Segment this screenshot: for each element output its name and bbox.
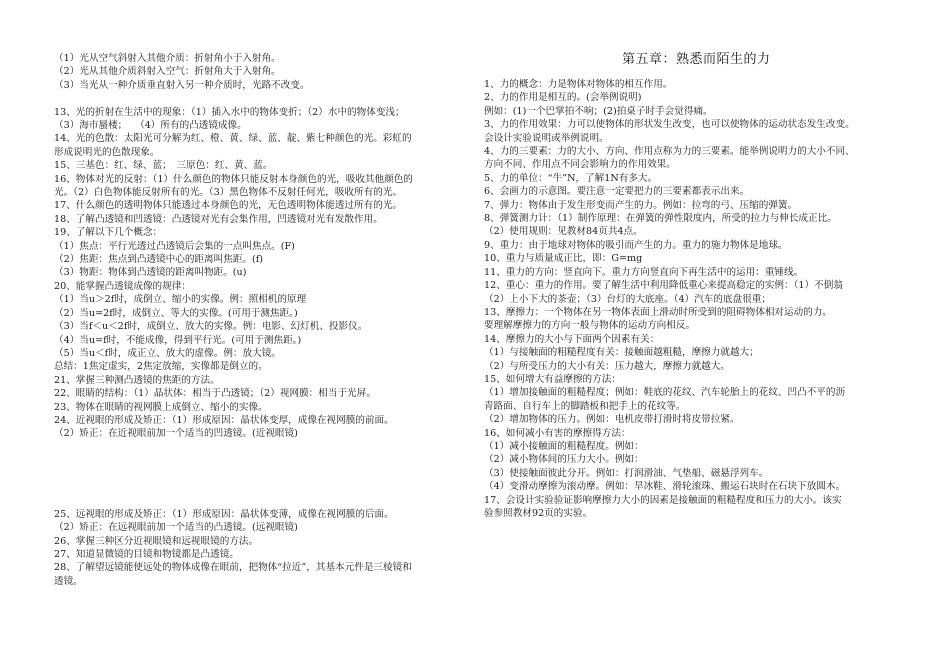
chapter-title: 第五章：熟悉而陌生的力 <box>622 52 771 67</box>
text-line: 17、会设计实验验证影响摩擦力大小的因素是接触面的粗糙程度和压力的大小。该实 <box>484 494 842 506</box>
text-line: 13、摩擦力：一个物体在另一物体表面上滑动时所受到的阻碍物体相对运动的力。 <box>484 306 832 318</box>
text-line: 16、如何减小有害的摩擦得方法： <box>484 427 631 439</box>
text-line: 6、会画力的示意图。要注意一定要把力的三要素都表示出来。 <box>484 186 750 198</box>
text-line: 13、光的折射在生活中的现象：（1）插入水中的物体变折；（2）水中的物体变浅； <box>54 106 405 118</box>
text-line: 14、光的色散：太阳光可分解为红、橙、黄、绿、蓝、靛、紫七种颜色的光。彩虹的 <box>54 133 412 145</box>
text-line: 15、三基色：红、绿、蓝； 三原色：红、黄、蓝。 <box>54 160 273 172</box>
text-line: 18、了解凸透镜和凹透镜：凸透镜对光有会集作用，凹透镜对光有发散作用。 <box>54 213 383 225</box>
text-line: （1）当u＞2f时，成倒立、缩小的实像。例：照相机的原理 <box>54 294 307 306</box>
text-line: 验参照教材92页的实验。 <box>484 508 593 519</box>
text-line: （2）当u=2f时，成倒立、等大的实像。(可用于测焦距。) <box>54 307 298 319</box>
text-line: （3）物距：物体到凸透镜的距离叫物距。(u) <box>54 267 247 279</box>
text-line: 形成说明光的色散现象。 <box>54 146 160 158</box>
text-line: （3）当光从一种介质垂直射入另一种介质时，光路不改变。 <box>54 79 310 91</box>
text-line: 要理解摩擦力的方向一般与物体的运动方向相反。 <box>484 320 696 332</box>
text-line: 14、摩擦力的大小与下面两个因素有关： <box>484 333 660 345</box>
text-line: （3）当f＜u＜2f时，成倒立、放大的实像。例：电影、幻灯机、投影仪。 <box>54 321 368 333</box>
text-line: 方向不同、作用点不同会影响力的作用效果。 <box>484 159 676 171</box>
text-line: 26、掌握三种区分近视眼镜和远视眼镜的方法。 <box>54 535 259 547</box>
text-line: 22、眼睛的结构：（1）晶状体：相当于凸透镜；（2）视网膜：相当于光屏。 <box>54 388 376 400</box>
text-line: 23、物体在眼睛的视网膜上成倒立、缩小的实像。 <box>54 401 268 413</box>
text-line: 8、弹簧测力计：（1）制作原理：在弹簧的弹性限度内，所受的拉力与伸长成正比。 <box>484 213 837 225</box>
text-line: （2）矫正：在远视眼前加一个适当的凸透镜。(远视眼镜) <box>54 522 298 534</box>
text-line: （1）减小接触面的粗糙程度。例如： <box>484 440 644 452</box>
text-line: （4）变滑动摩擦为滚动摩。例如：旱冰鞋、滑轮滚珠、搬运石块时在石块下放圆木。 <box>484 481 846 493</box>
text-line: 例如：(1)一个巴掌拍不响；(2)拍桌子时手会觉得痛。 <box>484 105 713 117</box>
text-line: 25、远视眼的形成及矫正：（1）形成原因：晶状体变薄，成像在视网膜的后面。 <box>54 508 394 520</box>
text-line: 17、什么颜色的透明物体只能透过本身颜色的光，无色透明物体能透过所有的光。 <box>54 200 402 212</box>
text-line: 28、了解望远镜能使远处的物体成像在眼前，把物体“拉近”，其基本元件是三棱镜和 <box>54 562 412 574</box>
text-line: （3）使接触面彼此分开。例如：打润滑油、气垫船、磁悬浮列车。 <box>484 467 769 479</box>
left-column <box>54 52 478 588</box>
text-line: 9、重力：由于地球对物体的吸引而产生的力。重力的施力物体是地球。 <box>484 239 788 251</box>
text-line: 1、力的概念：力是物体对物体的相互作用。 <box>484 79 673 90</box>
text-line: （4）当u=f时，不能成像，得到平行光。(可用于测焦距。) <box>54 334 302 346</box>
text-line: 24、近视眼的形成及矫正：（1）形成原因：晶状体变厚，成像在视网膜的前面。 <box>54 414 394 426</box>
text-line: 21、掌握三种测凸透镜的焦距的方法。 <box>54 374 220 386</box>
text-line: （2）光从其他介质斜射入空气：折射角大于入射角。 <box>54 66 281 78</box>
text-line: 7、弹力：物体由于发生形变而产生的力。例如：拉弯的弓、压缩的弹簧。 <box>484 199 798 211</box>
text-line: 3、力的作用效果：力可以使物体的形状发生改变，也可以使物体的运动状态发生改变。 <box>484 119 855 131</box>
text-line: 5、力的单位：“牛”N，了解1N有多大。 <box>484 172 658 184</box>
text-line: （2）与所受压力的大小有关：压力越大，摩擦力就越大。 <box>484 360 730 372</box>
text-line: （2）使用规则：见教材84页共4点。 <box>484 226 643 238</box>
text-line: 光。（2）白色物体能反射所有的光。（3）黑色物体不反射任何光，吸收所有的光。 <box>54 187 402 199</box>
blank-space <box>54 441 478 508</box>
text-line: 27、知道显微镜的目镜和物镜都是凸透镜。 <box>54 548 239 560</box>
text-line: （1）与接触面的粗糙程度有关：接触面越粗糙，摩擦力就越大； <box>484 347 759 359</box>
text-line: 2、力的作用是相互的。(会举例说明) <box>484 92 642 104</box>
text-line: 透镜。 <box>54 575 83 587</box>
text-line: （1）光从空气斜射入其他介质：折射角小于入射角。 <box>54 53 281 64</box>
text-line: 10、重力与质量成正比，即：G=mg <box>484 253 643 265</box>
text-line: （2）减小物体间的压力大小。例如： <box>484 454 644 466</box>
text-line: 15、如何增大有益摩擦的方法： <box>484 373 621 385</box>
text-line: （1）增加接触面的粗糙程度；例如：鞋底的花纹、汽车轮胎上的花纹、凹凸不平的沥 <box>484 387 846 399</box>
right-column <box>484 78 908 520</box>
text-line: （5）当u＜f时，成正立、放大的虚像。例：放大镜。 <box>54 347 281 359</box>
text-line: 会设计实验说明或举例说明。 <box>484 132 609 144</box>
text-line: 4、力的三要素：力的大小、方向、作用点称为力的三要素。能举例说明力的大小不同、 <box>484 146 855 158</box>
text-line: 16、物体对光的反射：（1）什么颜色的物体只能反射本身颜色的光，吸收其他颜色的 <box>54 173 413 185</box>
text-line: （2）矫正：在近视眼前加一个适当的凹透镜。(近视眼镜) <box>54 428 298 440</box>
right-block <box>484 78 908 520</box>
left-block-1 <box>54 52 478 92</box>
text-line: （2）焦距：焦点到凸透镜中心的距离叫焦距。(f) <box>54 254 264 266</box>
text-line: （3）海市蜃楼； （4）所有的凸透镜成像。 <box>54 120 247 132</box>
text-line: 青路面、自行车上的脚踏板和把手上的花纹等。 <box>484 400 686 412</box>
text-line: 20、能掌握凸透镜成像的规律： <box>54 280 191 292</box>
text-line: 11、重力的方向：竖直向下。重力方向竖直向下再生活中的运用：重锤线。 <box>484 266 804 278</box>
text-line: （1）焦点：平行光透过凸透镜后会集的一点叫焦点。(F) <box>54 240 295 252</box>
text-line: 19、了解以下几个概念： <box>54 227 163 239</box>
left-block-2 <box>54 106 478 441</box>
text-line: 总结：1焦定虚实，2焦定放缩，实像都是倒立的。 <box>54 361 268 373</box>
text-line: （2）增加物体的压力。例如：电机皮带打滑时将皮带拉紧。 <box>484 414 740 426</box>
left-block-3 <box>54 508 478 588</box>
blank-line <box>54 92 478 105</box>
text-line: 12、重心：重力的作用。要了解生活中利用降低重心来提高稳定的实例：（1）不倒翁 <box>484 280 843 292</box>
text-line: （2）上小下大的茶壶；（3）台灯的大底座。（4）汽车的底盘很重； <box>484 293 771 305</box>
